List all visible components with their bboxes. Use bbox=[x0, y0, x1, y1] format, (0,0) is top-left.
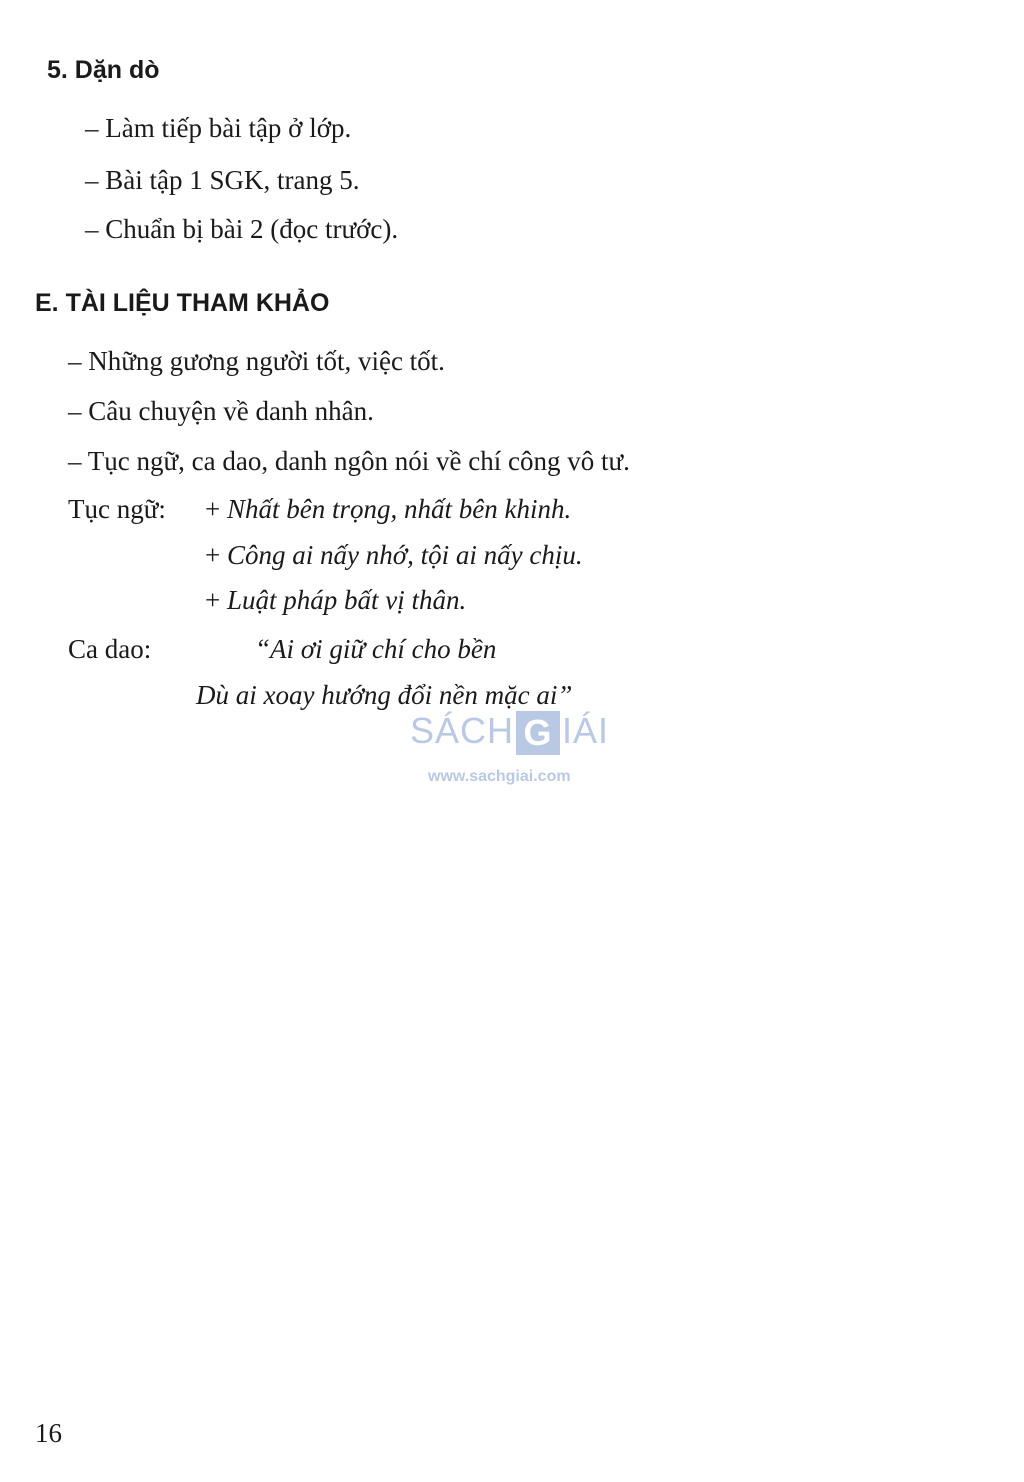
proverbs-label: Tục ngữ: bbox=[68, 494, 166, 524]
homework-item: – Chuẩn bị bài 2 (đọc trước). bbox=[85, 214, 399, 244]
reference-item: – Câu chuyện về danh nhân. bbox=[68, 396, 374, 426]
watermark-logo-right: IÁI bbox=[562, 710, 610, 751]
watermark-logo bbox=[410, 710, 609, 755]
reference-item: – Tục ngữ, ca dao, danh ngôn nói về chí công vô tư. bbox=[68, 446, 630, 476]
proverb-line: + Công ai nấy nhớ, tội ai nấy chịu. bbox=[205, 540, 583, 570]
proverb-text: Nhất bên trọng, nhất bên khinh. bbox=[226, 494, 572, 524]
folk-verse-line: “Ai ơi giữ chí cho bền bbox=[255, 634, 497, 664]
proverb-line: + Nhất bên trọng, nhất bên khinh. bbox=[205, 494, 572, 524]
watermark-logo-left: SÁCH bbox=[410, 710, 515, 751]
page-number: 16 bbox=[35, 1418, 62, 1448]
homework-item: – Bài tập 1 SGK, trang 5. bbox=[85, 165, 360, 195]
proverb-line: + Luật pháp bất vị thân. bbox=[205, 585, 467, 615]
proverb-text: Luật pháp bất vị thân. bbox=[226, 585, 467, 615]
section-5-title: 5. Dặn dò bbox=[47, 56, 160, 84]
reference-item: – Những gương người tốt, việc tốt. bbox=[68, 346, 445, 376]
homework-item: – Làm tiếp bài tập ở lớp. bbox=[85, 113, 352, 143]
folk-verse-line: Dù ai xoay hướng đổi nền mặc ai” bbox=[196, 680, 573, 710]
folk-verse-label: Ca dao: bbox=[68, 634, 152, 664]
watermark-logo-box: G bbox=[516, 711, 560, 755]
section-e-title: E. TÀI LIỆU THAM KHẢO bbox=[35, 289, 330, 317]
proverb-text: Công ai nấy nhớ, tội ai nấy chịu. bbox=[226, 540, 583, 570]
watermark-url: www.sachgiai.com bbox=[428, 768, 571, 785]
